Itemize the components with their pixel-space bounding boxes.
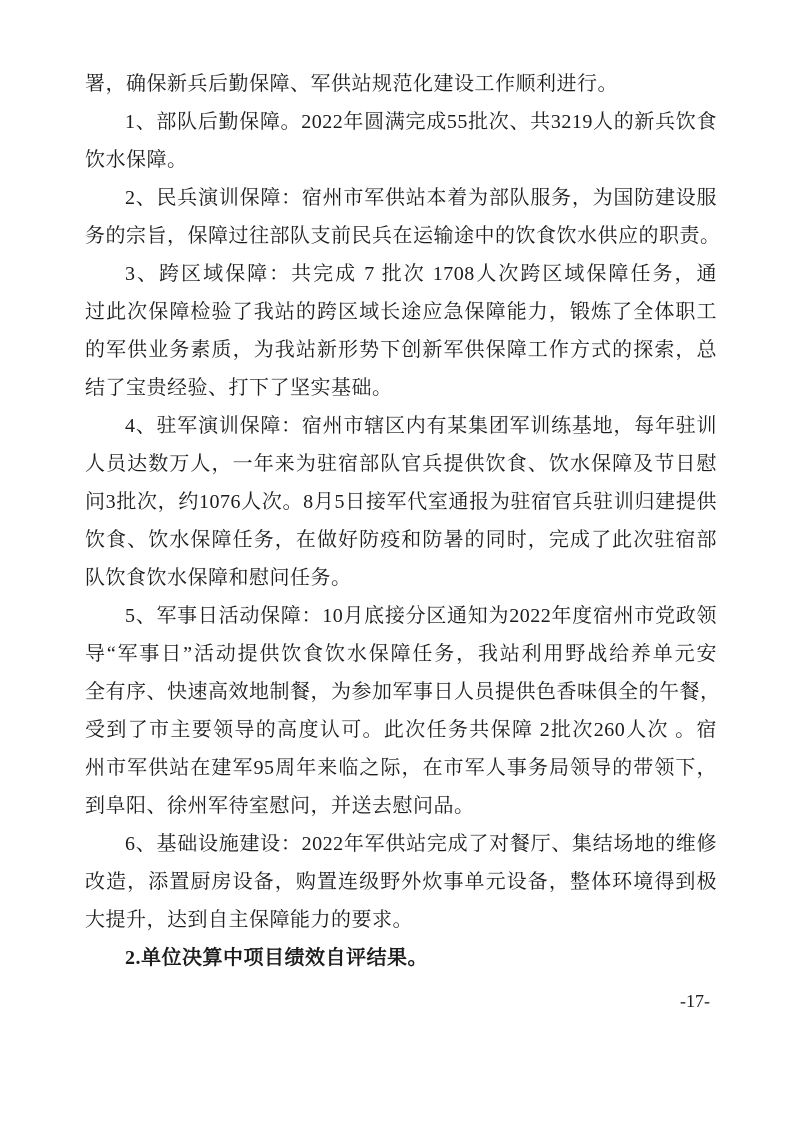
- text-line: 队饮食饮水保障和慰问任务。: [85, 567, 352, 589]
- text-line: 的军供业务素质，为我站新形势下创新军供保障工作方式的探索，总: [85, 339, 717, 361]
- paragraph: [85, 103, 717, 179]
- text-line: 改造，添置厨房设备，购置连级野外炊事单元设备，整体环境得到极: [85, 871, 717, 893]
- text-line: 饮食、饮水保障任务，在做好防疫和防暑的同时，完成了此次驻宿部: [85, 529, 717, 551]
- text-line: 2、民兵演训保障：宿州市军供站本着为部队服务，为国防建设服: [125, 187, 717, 209]
- text-line: 问3批次，约1076人次。8月5日接军代室通报为驻宿官兵驻训归建提供: [85, 491, 717, 513]
- text-line: 大提升，达到自主保障能力的要求。: [85, 909, 413, 931]
- paragraph: [85, 407, 717, 597]
- text-line: 导“军事日”活动提供饮食饮水保障任务，我站利用野战给养单元安: [85, 643, 717, 665]
- paragraph: [85, 255, 717, 407]
- text-line: 到阜阳、徐州军待室慰问，并送去慰问品。: [85, 795, 475, 817]
- paragraph: [85, 825, 717, 939]
- text-line: 全有序、快速高效地制餐，为参加军事日人员提供色香味俱全的午餐，: [85, 681, 721, 703]
- text-line: 3、跨区域保障：共完成 7 批次 1708人次跨区域保障任务，通: [125, 263, 717, 285]
- text-line: 人员达数万人，一年来为驻宿部队官兵提供饮食、饮水保障及节日慰: [85, 453, 717, 475]
- text-line: 务的宗旨，保障过往部队支前民兵在运输途中的饮食饮水供应的职责。: [85, 225, 721, 247]
- page-number: -17-: [680, 991, 710, 1011]
- text-line: 6、基础设施建设：2022年军供站完成了对餐厅、集结场地的维修: [125, 833, 717, 855]
- text-line: 5、军事日活动保障：10月底接分区通知为2022年度宿州市党政领: [125, 605, 717, 627]
- paragraph: [85, 597, 721, 825]
- text-line: 州市军供站在建军95周年来临之际，在市军人事务局领导的带领下，: [85, 757, 717, 779]
- text-line: 结了宝贵经验、打下了坚实基础。: [85, 377, 393, 399]
- document-body: [85, 65, 721, 977]
- text-line: 4、驻军演训保障：宿州市辖区内有某集团军训练基地，每年驻训: [125, 415, 717, 437]
- section-heading: [85, 939, 717, 977]
- paragraph: [85, 65, 717, 103]
- text-line: 饮水保障。: [85, 149, 188, 171]
- text-line: 过此次保障检验了我站的跨区域长途应急保障能力，锻炼了全体职工: [85, 301, 717, 323]
- paragraph: [85, 179, 721, 255]
- text-line: 2.单位决算中项目绩效自评结果。: [125, 947, 428, 969]
- text-line: 1、部队后勤保障。2022年圆满完成55批次、共3219人的新兵饮食: [125, 111, 717, 133]
- text-line: 受到了市主要领导的高度认可。此次任务共保障 2批次260人次 。宿: [85, 719, 717, 741]
- text-line: 署，确保新兵后勤保障、军供站规范化建设工作顺利进行。: [85, 73, 618, 95]
